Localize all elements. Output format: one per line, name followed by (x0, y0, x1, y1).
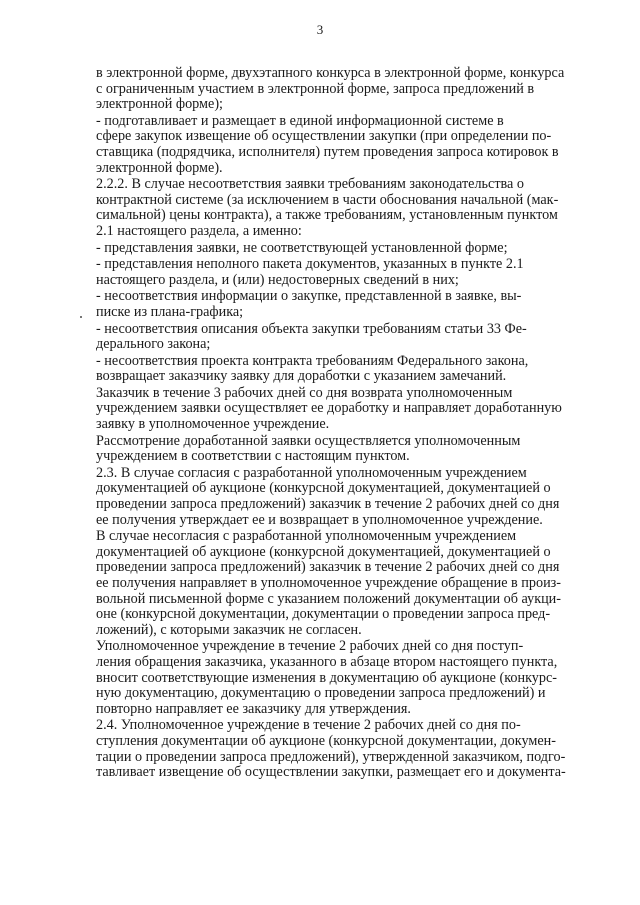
paragraph: - несоответствия информации о закупке, представленной в заявке, вы- писке из плана-графика; (96, 288, 522, 320)
paragraph: 2.3. В случае согласия с разработанной уполномоченным учреждением документацией об аукционе (конкурсной документацией, документацией о проведении запроса предложений) заказчик в течение 2 рабочих дней со дня ее получения утверждает ее и возвращает в уполномоченное учреждение. (96, 464, 560, 528)
page-number: 3 (316, 22, 324, 37)
paragraph: Уполномоченное учреждение в течение 2 рабочих дней со дня поступ- ления обращения заказчика, указанного в абзаце втором настоящего пункта, вносит соответствующие изменения в документацию об аукционе (конкурс- ную документацию, документацию о проведении запроса предложений) и повторно направляет ее заказчику для утверждения. (96, 638, 558, 717)
paragraph: - несоответствия проекта контракта требованиям Федерального закона, возвращает заказчику заявку для доработки с указанием замечаний. (96, 352, 529, 385)
paragraph: - представления заявки, не соответствующей установленной форме; (96, 239, 508, 256)
paragraph: В случае несогласия с разработанной уполномоченным учреждением документацией об аукционе (конкурсной документацией, документацией о проведении запроса предложений) заказчик в течение 2 рабочих дней со дня ее получения направляет в уполномоченное учреждение обращение в произ- вольной письменной форме с указанием положений документации об аукци- оне (конкурсной документации, документации о проведении запроса пред- ложений), с которыми заказчик не согласен. (96, 528, 561, 638)
paragraph: в электронной форме, двухэтапного конкурса в электронной форме, конкурса с ограниченным участием в электронной форме, запроса предложений в электронной форме); (96, 65, 565, 113)
document-body (96, 66, 602, 781)
paragraph: Заказчик в течение 3 рабочих дней со дня возврата уполномоченным учреждением заявки осуществляет ее доработку и направляет доработанную заявку в уполномоченное учреждение. (96, 384, 562, 433)
scan-speck (80, 316, 82, 318)
paragraph: 2.2.2. В случае несоответствия заявки требованиям законодательства о контрактной системе (за исключением в части обоснования начальной (мак- симальной) цены контракта), а также требованиям, установленным пунктом 2.1 настоящего раздела, а именно: (96, 176, 559, 239)
paragraph: - представления неполного пакета документов, указанных в пункте 2.1 настоящего раздела, и (или) недостоверных сведений в них; (96, 256, 524, 288)
paragraph: Рассмотрение доработанной заявки осуществляется уполномоченным учреждением в соответствии с настоящим пунктом. (96, 432, 521, 465)
paragraph: 2.4. Уполномоченное учреждение в течение 2 рабочих дней со дня по- ступления документации об аукционе (конкурсной документации, докумен- тации о проведении запроса предложений), утвержденной заказчиком, подго- тавливает извещение об осуществлении закупки, размещает его и документа- (96, 717, 566, 781)
paragraph: - подготавливает и размещает в единой информационной системе в сфере закупок извещение об осуществлении закупки (при определении по- ставщика (подрядчика, исполнителя) путем проведения запроса котировок в электронной форме). (96, 112, 559, 176)
paragraph: - несоответствия описания объекта закупки требованиям статьи 33 Фе- дерального закона; (96, 320, 527, 353)
